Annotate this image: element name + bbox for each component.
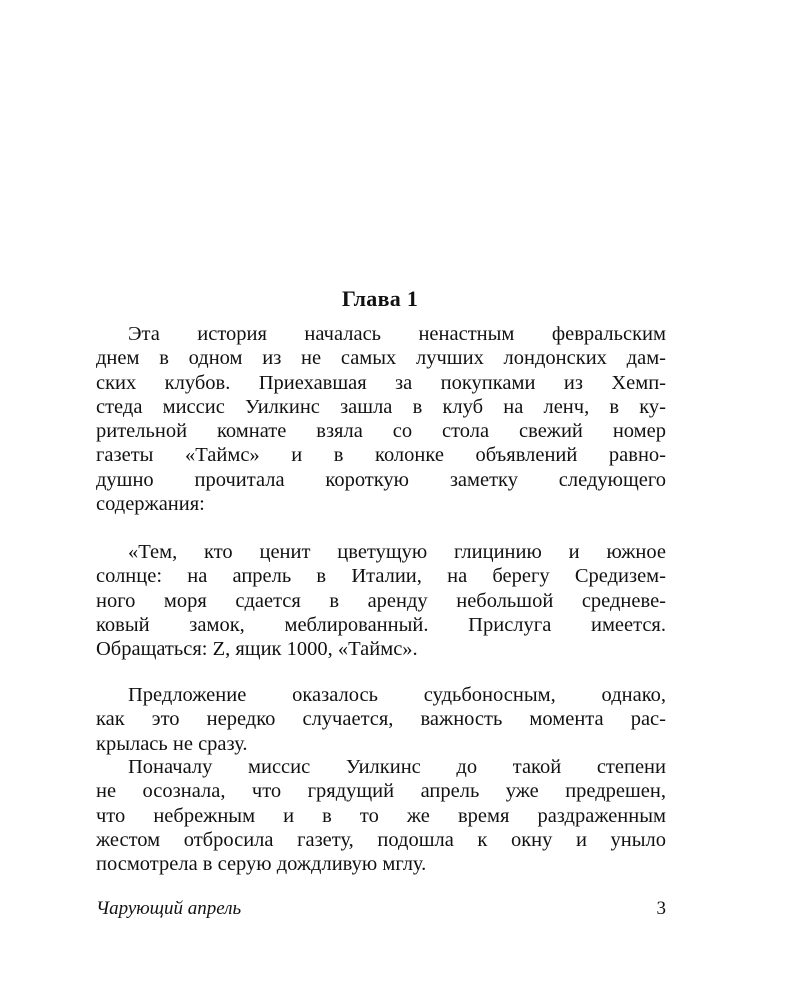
paragraph-3 [96,683,666,756]
paragraph-line: жестом отбросила газету, подошла к окну и уныло [96,828,666,851]
paragraph-line: ковый замок, меблированный. Прислуга имеется. [96,613,666,636]
paragraph-line: «Тем, кто ценит цветущую глицинию и южное [128,541,666,563]
paragraph-4 [96,755,666,876]
paragraph-line: посмотрела в серую дождливую мглу. [96,853,427,876]
paragraph-line: газеты «Таймс» и в колонке объявлений равно- [96,444,666,467]
paragraph-line: стеда миссис Уилкинс зашла в клуб на ленч, в ку- [96,395,666,418]
paragraph-line: днем в одном из не самых лучших лондонских дам- [96,347,666,370]
paragraph-line: содержания: [96,493,205,516]
page-footer [96,896,666,922]
paragraph-line: Обращаться: Z, ящик 1000, «Таймс». [96,638,418,661]
paragraph-line: душно прочитала короткую заметку следующего [96,468,666,491]
paragraph-2-advertisement [96,540,666,661]
paragraph-1 [96,322,666,516]
paragraph-line: ских клубов. Приехавшая за покупками из Хемп- [96,371,666,394]
chapter-title: Глава 1 [341,286,419,311]
paragraph-line: что небрежным и в то же время раздраженным [96,804,666,827]
paragraph-line: солнце: на апрель в Италии, на берегу Средизем- [96,565,666,588]
paragraph-line: ного моря сдается в аренду небольшой средневе- [96,589,666,612]
paragraph-line: Предложение оказалось судьбоносным, однако, [128,684,666,706]
paragraph-line: не осознала, что грядущий апрель уже предрешен, [96,780,666,803]
paragraph-line: Поначалу миссис Уилкинс до такой степени [128,756,666,778]
paragraph-line: крылась не сразу. [96,732,248,755]
running-title: Чарующий апрель [96,898,242,919]
page-number: 3 [656,898,666,919]
paragraph-line: Эта история началась ненастным февральским [128,323,666,345]
paragraph-line: как это нередко случается, важность момента рас- [96,708,666,731]
paragraph-line: рительной комнате взяла со стола свежий номер [96,420,666,443]
